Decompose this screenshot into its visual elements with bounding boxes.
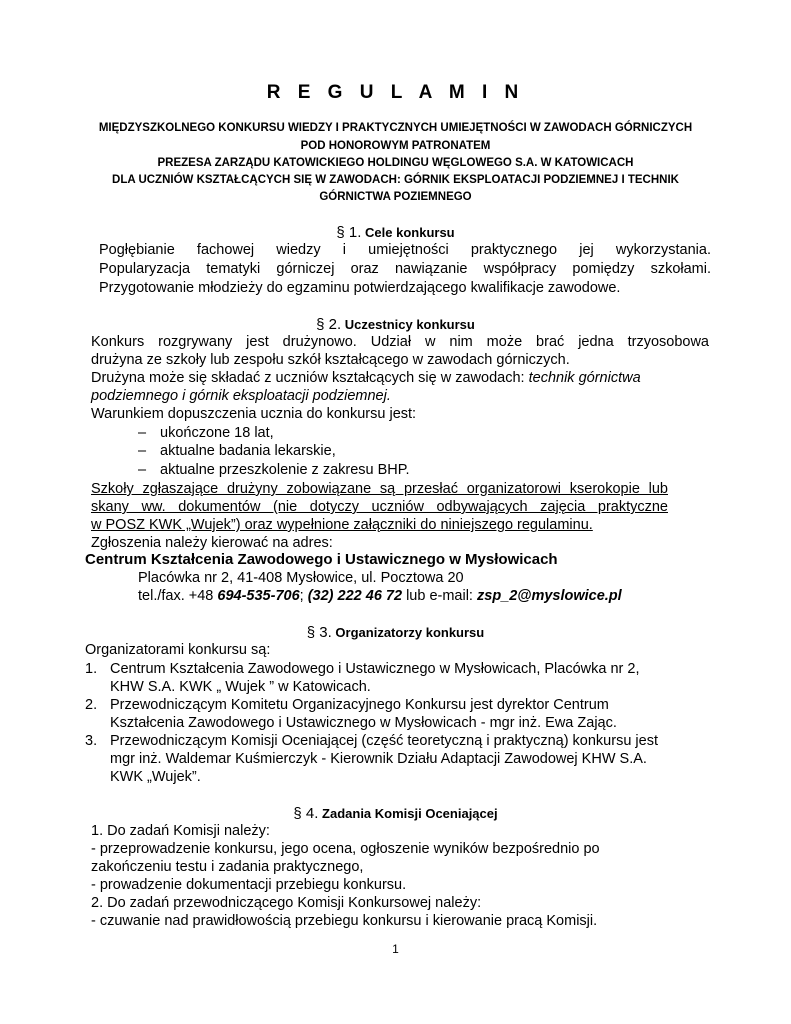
list-item: KWK „Wujek”. bbox=[110, 769, 201, 785]
dash-bullet: – bbox=[138, 443, 147, 459]
paragraph-line: Konkurs rozgrywany jest drużynowo. Udział w nim może brać jedna trzyosobowa bbox=[91, 334, 709, 350]
paragraph-line: - czuwanie nad prawidłowością przebiegu konkursu i kierowanie pracą Komisji. bbox=[91, 913, 598, 929]
dash-bullet: – bbox=[138, 425, 147, 441]
subtitle-line: PREZESA ZARZĄDU KATOWICKIEGO HOLDINGU WĘGLOWEGO S.A. W KATOWICACH bbox=[157, 157, 634, 169]
subtitle-line: DLA UCZNIÓW KSZTAŁCĄCYCH SIĘ W ZAWODACH: GÓRNIK EKSPLOATACJI PODZIEMNEJ I TECHNIK bbox=[112, 174, 679, 186]
page-number: 1 bbox=[392, 942, 399, 956]
section-title: Zadania Komisji Oceniającej bbox=[322, 806, 498, 821]
paragraph-line: Przygotowanie młodzieży do egzaminu potwierdzającego kwalifikacje zawodowe. bbox=[99, 280, 621, 296]
profession-name: podziemnego i górnik eksploatacji podziemnej. bbox=[91, 388, 391, 404]
section-1-heading bbox=[0, 224, 791, 241]
contact-prefix: tel./fax. +48 bbox=[138, 588, 214, 604]
paragraph-line: - przeprowadzenie konkursu, jego ocena, ogłoszenie wyników bezpośrednio po bbox=[91, 841, 600, 857]
section-4-heading bbox=[0, 805, 791, 822]
dash-bullet: – bbox=[138, 462, 147, 478]
organization-name: Centrum Kształcenia Zawodowego i Ustawicznego w Mysłowicach bbox=[85, 551, 558, 568]
list-item: ukończone 18 lat, bbox=[160, 425, 274, 441]
email-address: zsp_2@myslowice.pl bbox=[477, 588, 622, 604]
section-title: Uczestnicy konkursu bbox=[344, 317, 475, 332]
phone-number: (32) 222 46 72 bbox=[307, 588, 403, 604]
separator: ; bbox=[299, 588, 304, 604]
list-item: Centrum Kształcenia Zawodowego i Ustawicznego w Mysłowicach, Placówka nr 2, bbox=[110, 661, 640, 677]
paragraph-line: drużyna ze szkoły lub zespołu szkół kształcącego w zawodach górniczych. bbox=[91, 352, 570, 368]
paragraph-line: Warunkiem dopuszczenia ucznia do konkursu jest: bbox=[91, 406, 417, 422]
paragraph-line: - prowadzenie dokumentacji przebiegu konkursu. bbox=[91, 877, 407, 893]
section-title: Cele konkursu bbox=[365, 225, 455, 240]
paragraph-text: Drużyna może się składać z uczniów kształcących się w zawodach: bbox=[91, 370, 525, 386]
subtitle-line: MIĘDZYSZKOLNEGO KONKURSU WIEDZY I PRAKTYCZNYCH UMIEJĘTNOŚCI W ZAWODACH GÓRNICZYCH bbox=[98, 122, 693, 134]
organization-address: Placówka nr 2, 41-408 Mysłowice, ul. Pocztowa 20 bbox=[138, 570, 464, 586]
list-item: Przewodniczącym Komitetu Organizacyjnego Konkursu jest dyrektor Centrum bbox=[110, 697, 609, 713]
list-item: mgr inż. Waldemar Kuśmierczyk - Kierownik Działu Adaptacji Zawodowej KHW S.A. bbox=[110, 751, 647, 767]
list-item: aktualne przeszkolenie z zakresu BHP. bbox=[160, 462, 410, 478]
list-item: Kształcenia Zawodowego i Ustawicznego w Mysłowicach - mgr inż. Ewa Zając. bbox=[110, 715, 617, 731]
phone-number: 694-535-706 bbox=[217, 588, 300, 604]
section-sign: § 2. bbox=[316, 316, 342, 333]
subtitle-line: GÓRNICTWA POZIEMNEGO bbox=[319, 191, 472, 203]
section-sign: § 3. bbox=[306, 624, 332, 641]
list-number: 3. bbox=[85, 733, 98, 749]
paragraph-line: 1. Do zadań Komisji należy: bbox=[91, 823, 270, 839]
section-3-heading bbox=[0, 624, 791, 641]
paragraph-line bbox=[91, 370, 641, 386]
list-item: KHW S.A. KWK „ Wujek ” w Katowicach. bbox=[110, 679, 371, 695]
list-item: Przewodniczącym Komisji Oceniającej (część teoretyczną i praktyczną) konkursu jest bbox=[110, 733, 658, 749]
list-number: 2. bbox=[85, 697, 98, 713]
document-title: R E G U L A M I N bbox=[266, 82, 525, 103]
profession-name: technik górnictwa bbox=[528, 370, 641, 386]
contact-line bbox=[138, 588, 622, 604]
section-2-heading bbox=[0, 316, 791, 333]
paragraph-line: Popularyzacja tematyki górniczej oraz nawiązanie współpracy pomiędzy szkołami. bbox=[99, 261, 711, 277]
section-title: Organizatorzy konkursu bbox=[335, 625, 485, 640]
paragraph-line: zakończeniu testu i zadania praktycznego, bbox=[91, 859, 364, 875]
email-prefix: lub e-mail: bbox=[406, 588, 473, 604]
paragraph-line: Zgłoszenia należy kierować na adres: bbox=[91, 535, 333, 551]
section-sign: § 4. bbox=[293, 805, 319, 822]
list-number: 1. bbox=[85, 661, 98, 677]
paragraph-line: Pogłębianie fachowej wiedzy i umiejętności praktycznego jej wykorzystania. bbox=[99, 242, 711, 258]
underlined-line: Szkoły zgłaszające drużyny zobowiązane są przesłać organizatorowi kserokopie lub bbox=[91, 481, 668, 497]
section-sign: § 1. bbox=[336, 224, 362, 241]
underlined-line: w POSZ KWK „Wujek”) oraz wypełnione załączniki do niniejszego regulaminu. bbox=[91, 517, 593, 533]
underlined-line: skany ww. dokumentów (nie dotyczy uczniów odbywających zajęcia praktyczne bbox=[91, 499, 668, 515]
subtitle-line: POD HONOROWYM PATRONATEM bbox=[300, 140, 491, 152]
paragraph-line: Organizatorami konkursu są: bbox=[85, 642, 271, 658]
paragraph-line: 2. Do zadań przewodniczącego Komisji Konkursowej należy: bbox=[91, 895, 482, 911]
list-item: aktualne badania lekarskie, bbox=[160, 443, 336, 459]
